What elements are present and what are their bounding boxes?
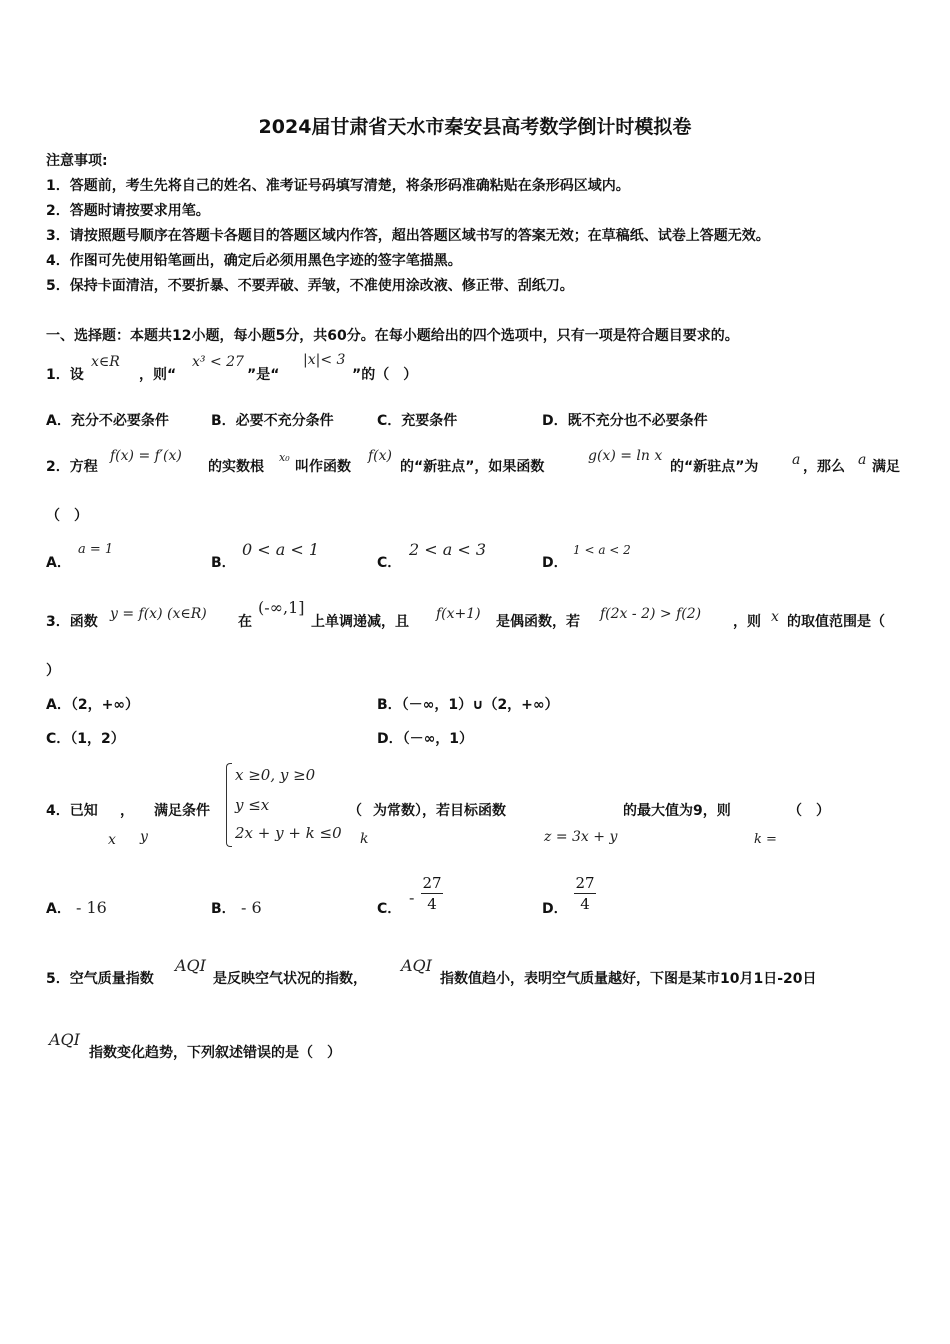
q4-var-k: k [360, 831, 369, 847]
q5-math: AQI [401, 956, 432, 975]
q5-math: AQI [175, 956, 206, 975]
q4-option-c-fraction [421, 874, 443, 913]
q4-constraint: y ≤x [235, 796, 270, 814]
q4-text: ， [120, 803, 134, 819]
q1-text: ，则“ [139, 367, 177, 383]
q2-text: ，那么 [803, 459, 845, 475]
q3-math: f(x+1) [436, 606, 481, 622]
q4-text: 的最大值为9，则 [623, 803, 731, 819]
q1-math: |x|< 3 [303, 352, 346, 368]
section-heading: 一、选择题：本题共12小题，每小题5分，共60分。在每小题给出的四个选项中，只有一项是符合题目要求的。 [46, 328, 739, 344]
q2-option-b: B． [211, 555, 236, 571]
q4-option-a-math: - 16 [76, 898, 107, 917]
q2-text: 的“新驻点”，如果函数 [400, 459, 545, 475]
q3-text: ） [46, 663, 60, 679]
fraction-numerator: 27 [422, 874, 442, 892]
q4-option-c-sign: - [409, 888, 415, 907]
q5-text: 5．空气质量指数 [46, 971, 154, 987]
q1-option-b: B．必要不充分条件 [211, 413, 334, 429]
q2-option-a: A． [46, 555, 71, 571]
q2-text: 2．方程 [46, 459, 98, 475]
q1-text: ”是“ [247, 367, 280, 383]
q2-math: x₀ [279, 451, 290, 464]
notice-heading: 注意事项: [46, 153, 108, 169]
q2-text: 叫作函数 [295, 459, 351, 475]
q5-text: 是反映空气状况的指数， [213, 971, 367, 987]
q5-math: AQI [49, 1030, 80, 1049]
q3-option-c: C．（1，2） [46, 731, 125, 747]
q3-option-b: B．（－∞，1）∪（2，+∞） [377, 697, 559, 713]
q5-text: 指数值趋小，表明空气质量越好，下图是某市10月1日-20日 [440, 971, 817, 987]
q1-option-c: C．充要条件 [377, 413, 458, 429]
q2-option-c: C． [377, 555, 402, 571]
q4-option-b: B． [211, 901, 236, 917]
q1-math: x³ < 27 [192, 354, 244, 370]
q3-text: 3．函数 [46, 614, 98, 630]
notice-item: 3．请按照题号顺序在答题卡各题目的答题区域内作答，超出答题区域书写的答案无效；在草稿纸、试卷上答题无效。 [46, 228, 770, 244]
q2-option-a-math: a = 1 [78, 542, 114, 557]
q4-option-c: C． [377, 901, 402, 917]
notice-item: 5．保持卡面清洁，不要折暴、不要弄破、弄皱，不准使用涂改液、修正带、刮纸刀。 [46, 278, 574, 294]
q2-option-b-math: 0 < a < 1 [242, 540, 320, 559]
q4-option-b-math: - 6 [241, 898, 262, 917]
q4-system-brace [226, 763, 232, 847]
q2-math: a [792, 452, 801, 468]
q2-math: a [858, 452, 867, 468]
q4-text: （ [348, 803, 362, 819]
q1-text: ”的（ ） [352, 367, 418, 383]
q1-option-d: D．既不充分也不必要条件 [542, 413, 708, 429]
fraction-denominator: 4 [580, 895, 590, 913]
q4-objective: z = 3x + y [544, 829, 618, 845]
q3-math: x [771, 609, 779, 625]
q4-option-a: A． [46, 901, 71, 917]
q3-text: 在 [238, 614, 252, 630]
q1-text: 1．设 [46, 367, 84, 383]
q3-math: (-∞,1] [258, 598, 305, 617]
q4-option-d-fraction [574, 874, 596, 913]
q2-text: 的“新驻点”为 [670, 459, 759, 475]
q4-text: 4．已知 [46, 803, 98, 819]
q4-constraint: 2x + y + k ≤0 [235, 824, 342, 842]
q3-option-a: A．（2，+∞） [46, 697, 139, 713]
q2-option-d-math: 1 < a < 2 [573, 543, 631, 557]
q1-math: x∈R [91, 354, 120, 370]
q4-k-eq: k = [754, 832, 777, 847]
q2-option-d: D． [542, 555, 568, 571]
q3-text: 上单调递减，且 [311, 614, 409, 630]
q1-option-a: A．充分不必要条件 [46, 413, 169, 429]
q4-var-y: y [140, 829, 148, 845]
q3-math: y = f(x) (x∈R) [110, 606, 207, 622]
page-title: 2024届甘肃省天水市秦安县高考数学倒计时模拟卷 [258, 116, 692, 138]
notice-item: 1．答题前，考生先将自己的姓名、准考证号码填写清楚，将条形码准确粘贴在条形码区域内。 [46, 178, 630, 194]
q4-constraint: x ≥0, y ≥0 [235, 766, 316, 784]
q2-math: g(x) = ln x [588, 448, 663, 464]
q4-var-x: x [108, 832, 116, 848]
q3-text: ，则 [733, 614, 761, 630]
q2-text: （ ） [46, 508, 88, 524]
q4-text: 满足条件 [154, 803, 210, 819]
q3-text: 的取值范围是（ [787, 614, 885, 630]
fraction-denominator: 4 [427, 895, 437, 913]
q3-text: 是偶函数，若 [496, 614, 580, 630]
q4-text: 为常数），若目标函数 [373, 803, 506, 819]
q2-math: f(x) = f′(x) [110, 448, 182, 464]
q4-option-d: D． [542, 901, 568, 917]
q2-option-c-math: 2 < a < 3 [409, 540, 487, 559]
notice-item: 2．答题时请按要求用笔。 [46, 203, 210, 219]
q5-text: 指数变化趋势，下列叙述错误的是（ ） [89, 1045, 341, 1061]
q2-text: 的实数根 [208, 459, 264, 475]
fraction-bar [421, 893, 443, 894]
q2-math: f(x) [368, 448, 393, 464]
fraction-bar [574, 893, 596, 894]
fraction-numerator: 27 [575, 874, 595, 892]
notice-item: 4．作图可先使用铅笔画出，确定后必须用黑色字迹的签字笔描黑。 [46, 253, 462, 269]
q3-math: f(2x - 2) > f(2) [600, 606, 702, 622]
q4-text: （ ） [788, 803, 830, 819]
q2-text: 满足 [872, 459, 900, 475]
q3-option-d: D．（－∞，1） [377, 731, 474, 747]
